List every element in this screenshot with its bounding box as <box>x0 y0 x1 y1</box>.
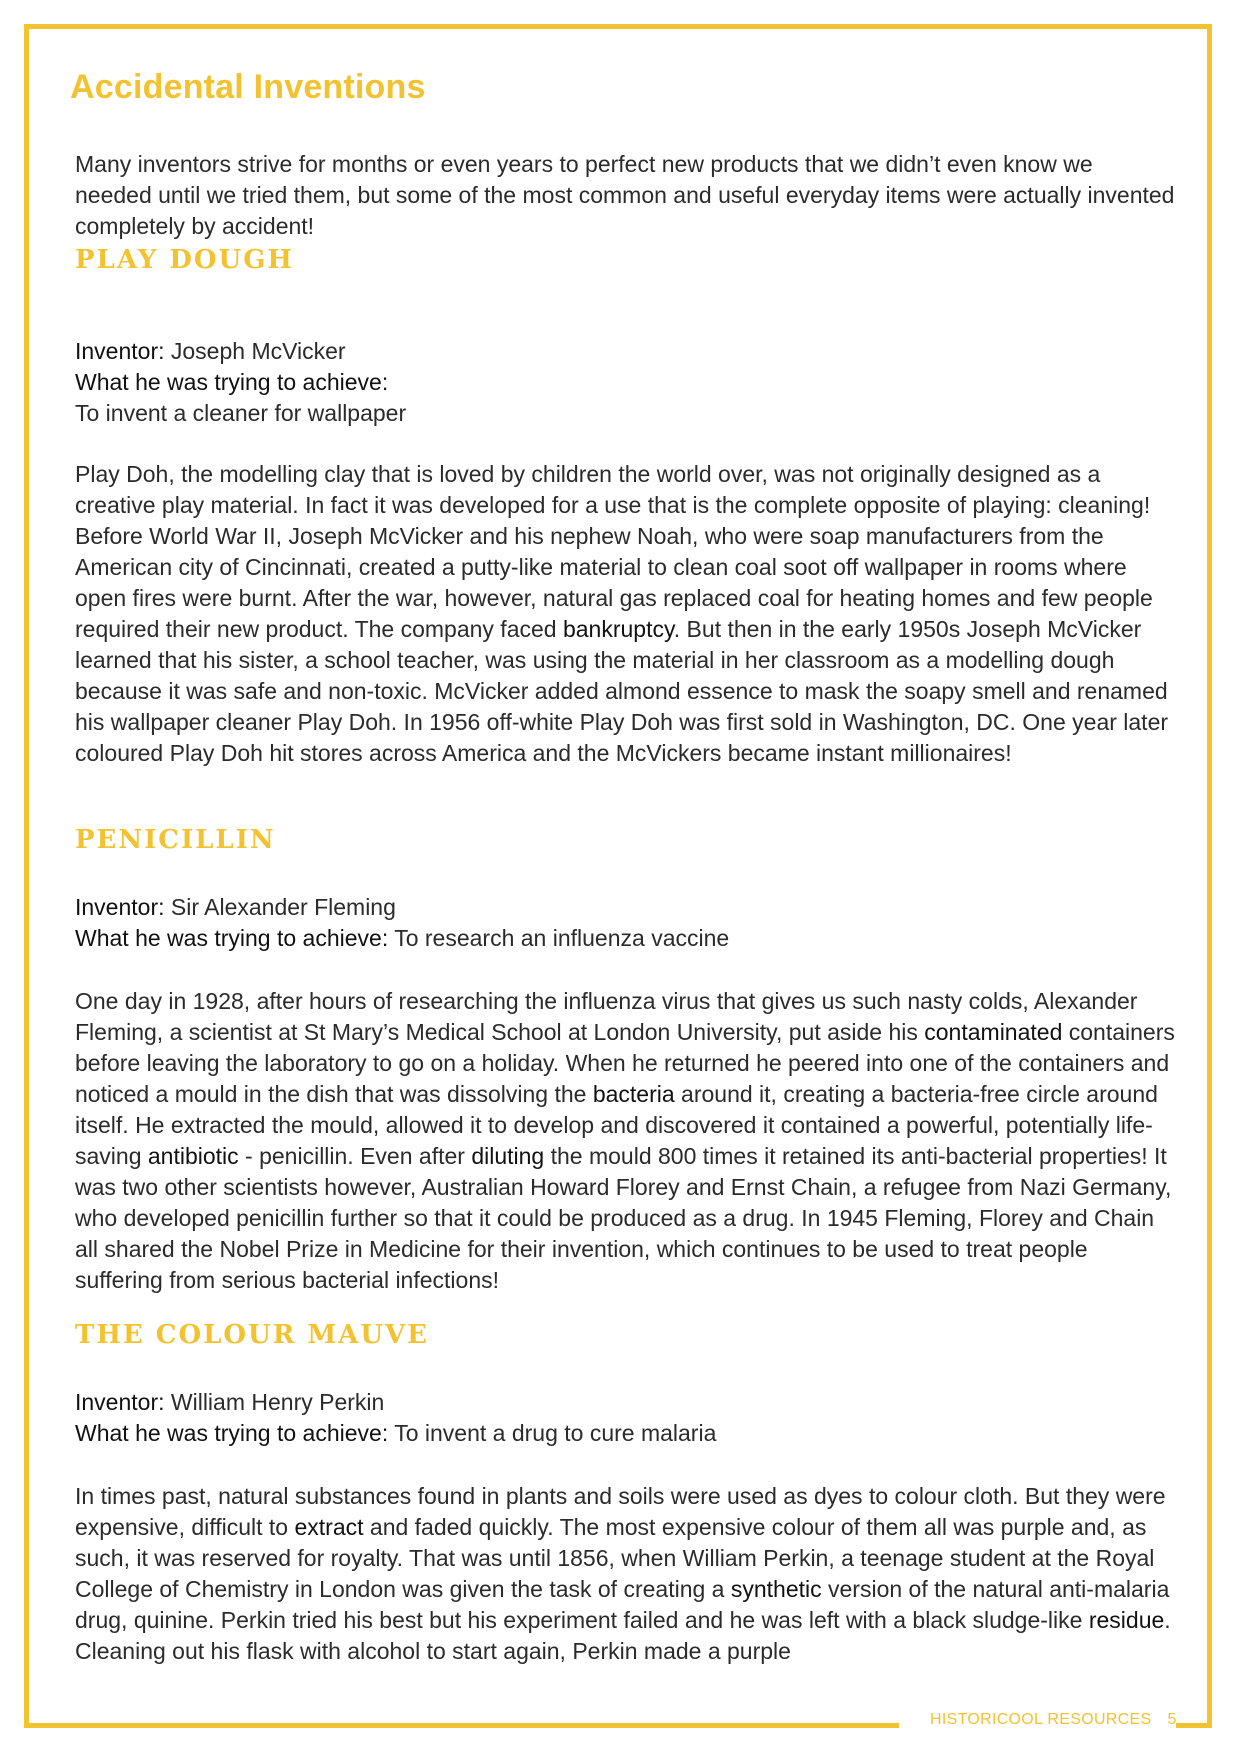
page-border <box>24 24 1212 1728</box>
body-text: and faded quickly. The most expensive colour of them all was purple and, as such, it was reserved for royalty. That was until 1856, when William Perkin, a teenage student at the Royal College of Chemistry in London was given the task of creating a <box>75 1514 1155 1602</box>
goal-label: What he was trying to achieve: <box>75 925 389 951</box>
section-meta-play-dough <box>75 336 1175 429</box>
goal-label: What he was trying to achieve: <box>75 1420 389 1446</box>
section-body-penicillin <box>75 986 1175 1296</box>
section-heading-colour-mauve: THE COLOUR MAUVE <box>75 1320 430 1350</box>
page-number: 5 <box>1167 1711 1177 1728</box>
page-footer <box>930 1711 1177 1729</box>
body-text: In times past, natural substances found in plants and soils were used as dyes to colour cloth. But they were expensive, difficult to <box>75 1483 1166 1540</box>
page-border-bottom-right <box>1176 1723 1212 1728</box>
page-title: Accidental Inventions <box>70 68 426 106</box>
goal-text: To research an influenza vaccine <box>394 925 730 951</box>
keyword: antibiotic <box>147 1143 239 1169</box>
body-text: containers before leaving the laboratory to go on a holiday. When he returned he peered into one of the containers and noticed a mould in the dish that was dissolving the <box>75 1019 1175 1107</box>
keyword: bacteria <box>592 1081 675 1107</box>
body-text: . But then in the early 1950s Joseph McVicker learned that his sister, a school teacher, was using the material in her classroom as a modelling dough because it was safe and non-toxic. McVicker added almond essence to mask the soapy smell and renamed his wallpaper cleaner Play Doh. In 1956 off-white Play Doh was first sold in Washington, DC. One year later coloured Play Doh hit stores across America and the McVickers became instant millionaires! <box>75 616 1169 766</box>
goal-label: What he was trying to achieve: <box>75 369 389 395</box>
page-border-bottom-left <box>24 1723 899 1728</box>
section-meta-penicillin <box>75 892 1175 954</box>
body-text: version of the natural anti-malaria drug, quinine. Perkin tried his best but his experiment failed and he was left with a black sludge-like <box>75 1576 1170 1633</box>
goal-text: To invent a drug to cure malaria <box>394 1420 717 1446</box>
keyword: bankruptcy <box>562 616 674 642</box>
section-heading-play-dough: PLAY DOUGH <box>75 245 294 275</box>
section-body-colour-mauve <box>75 1481 1175 1667</box>
inventor-label: Inventor: <box>75 1389 165 1415</box>
section-heading-penicillin: PENICILLIN <box>75 825 276 855</box>
inventor-name: Joseph McVicker <box>170 338 346 364</box>
inventor-label: Inventor: <box>75 894 165 920</box>
footer-brand: HISTORICOOL RESOURCES <box>930 1711 1152 1728</box>
body-text: . Cleaning out his flask with alcohol to start again, Perkin made a purple <box>75 1607 1171 1664</box>
body-text: around it, creating a bacteria-free circle around itself. He extracted the mould, allowed it to develop and discovered it contained a powerful, potentially life-saving <box>75 1081 1158 1169</box>
inventor-label: Inventor: <box>75 338 165 364</box>
body-text: - penicillin. Even after <box>238 1143 472 1169</box>
body-text: the mould 800 times it retained its anti-bacterial properties! It was two other scientists however, Australian Howard Florey and Ernst Chain, a refugee from Nazi Germany, who developed penicillin further so that it could be produced as a drug. In 1945 Fleming, Florey and Chain all shared the Nobel Prize in Medicine for their invention, which continues to be used to treat people suffering from serious bacterial infections! <box>75 1143 1172 1293</box>
inventor-name: William Henry Perkin <box>170 1389 385 1415</box>
section-body-play-dough <box>75 459 1175 769</box>
inventor-name: Sir Alexander Fleming <box>170 894 396 920</box>
keyword: residue <box>1088 1607 1165 1633</box>
goal-text: To invent a cleaner for wallpaper <box>75 400 407 426</box>
body-text: Play Doh, the modelling clay that is loved by children the world over, was not originally designed as a creative play material. In fact it was developed for a use that is the complete opposite of playing: cleaning! Before World War II, Joseph McVicker and his nephew Noah, who were soap manufacturers from the American city of Cincinnati, created a putty-like material to clean coal soot off wallpaper in rooms where open fires were burnt. After the war, however, natural gas replaced coal for heating homes and few people required their new product. The company faced <box>75 461 1153 642</box>
keyword: diluting <box>471 1143 545 1169</box>
keyword: contaminated <box>924 1019 1063 1045</box>
body-text: One day in 1928, after hours of researching the influenza virus that gives us such nasty colds, Alexander Fleming, a scientist at St Mary’s Medical School at London University, put aside his <box>75 988 1138 1045</box>
intro-paragraph: Many inventors strive for months or even years to perfect new products that we didn’t even know we needed until we tried them, but some of the most common and useful everyday items were actually invented completely by accident! <box>75 151 1175 239</box>
keyword: synthetic <box>730 1576 822 1602</box>
keyword: extract <box>294 1514 364 1540</box>
section-meta-colour-mauve <box>75 1387 1175 1449</box>
